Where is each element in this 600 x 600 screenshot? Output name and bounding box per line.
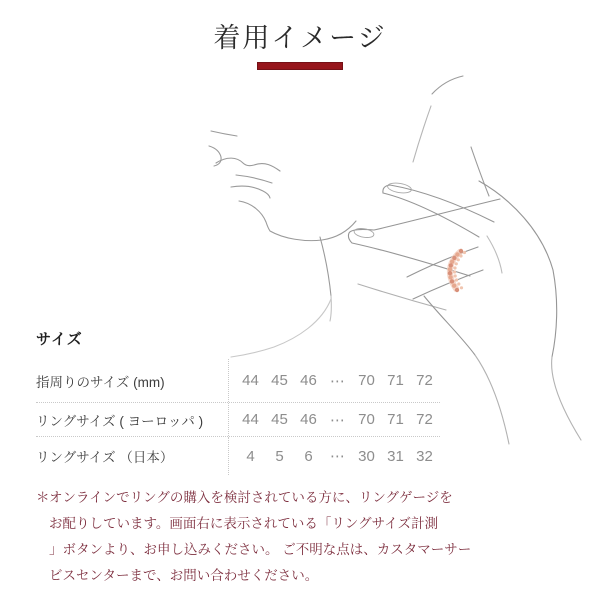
size-value-cell: 6 <box>304 447 313 465</box>
face-sketch <box>209 76 489 357</box>
ellipsis-cell: ⋯ <box>330 372 345 390</box>
title-underline <box>257 62 343 70</box>
table-row <box>36 437 440 475</box>
note-line: お配りしています。画面右に表示されている「リングサイズ計測 <box>49 516 439 531</box>
size-value-cell: 32 <box>416 447 433 465</box>
size-value-cell: 44 <box>242 372 259 389</box>
size-value-cell: 71 <box>387 411 404 428</box>
size-value-cell: 46 <box>300 372 317 389</box>
row-label: リングサイズ （日本） <box>36 450 174 465</box>
size-value-cell: 72 <box>416 372 433 389</box>
note-asterisk: ＊ <box>36 490 50 505</box>
note-line: ビスセンターまで、お問い合わせください。 <box>49 568 319 583</box>
size-value-cell: 30 <box>358 447 375 465</box>
row-label: リングサイズ ( ヨーロッパ ) <box>36 413 204 429</box>
ring-illustration <box>448 249 466 292</box>
row-values <box>228 403 440 436</box>
size-value-cell: 4 <box>246 447 255 465</box>
size-value-cell: 46 <box>300 411 317 428</box>
size-value-cell: 71 <box>387 372 404 389</box>
size-table-heading: サイズ <box>36 331 83 348</box>
table-row <box>36 359 440 403</box>
size-value-cell: 44 <box>242 411 259 428</box>
size-value-cell: 45 <box>271 372 288 389</box>
size-value-cell: 72 <box>416 411 433 428</box>
note-line: 」ボタンより、お申し込みください。 ご不明な点は、カスタマーサー <box>49 542 472 557</box>
ring-gauge-note <box>36 485 499 589</box>
row-values <box>228 437 440 475</box>
size-value-cell: 70 <box>358 411 375 428</box>
ring-size-table <box>36 328 440 475</box>
row-values <box>228 359 440 402</box>
size-value-cell: 45 <box>271 411 288 428</box>
section-title: 着用イメージ <box>213 23 387 53</box>
ellipsis-cell: ⋯ <box>330 411 345 429</box>
size-value-cell: 31 <box>387 447 404 465</box>
table-row <box>36 403 440 437</box>
ellipsis-cell: ⋯ <box>330 448 345 465</box>
size-value-cell: 70 <box>358 372 375 389</box>
row-label: 指周りのサイズ (mm) <box>36 374 165 390</box>
size-value-cell: 5 <box>275 447 284 465</box>
note-line: オンラインでリングの購入を検討されている方に、リングゲージを <box>49 490 453 505</box>
